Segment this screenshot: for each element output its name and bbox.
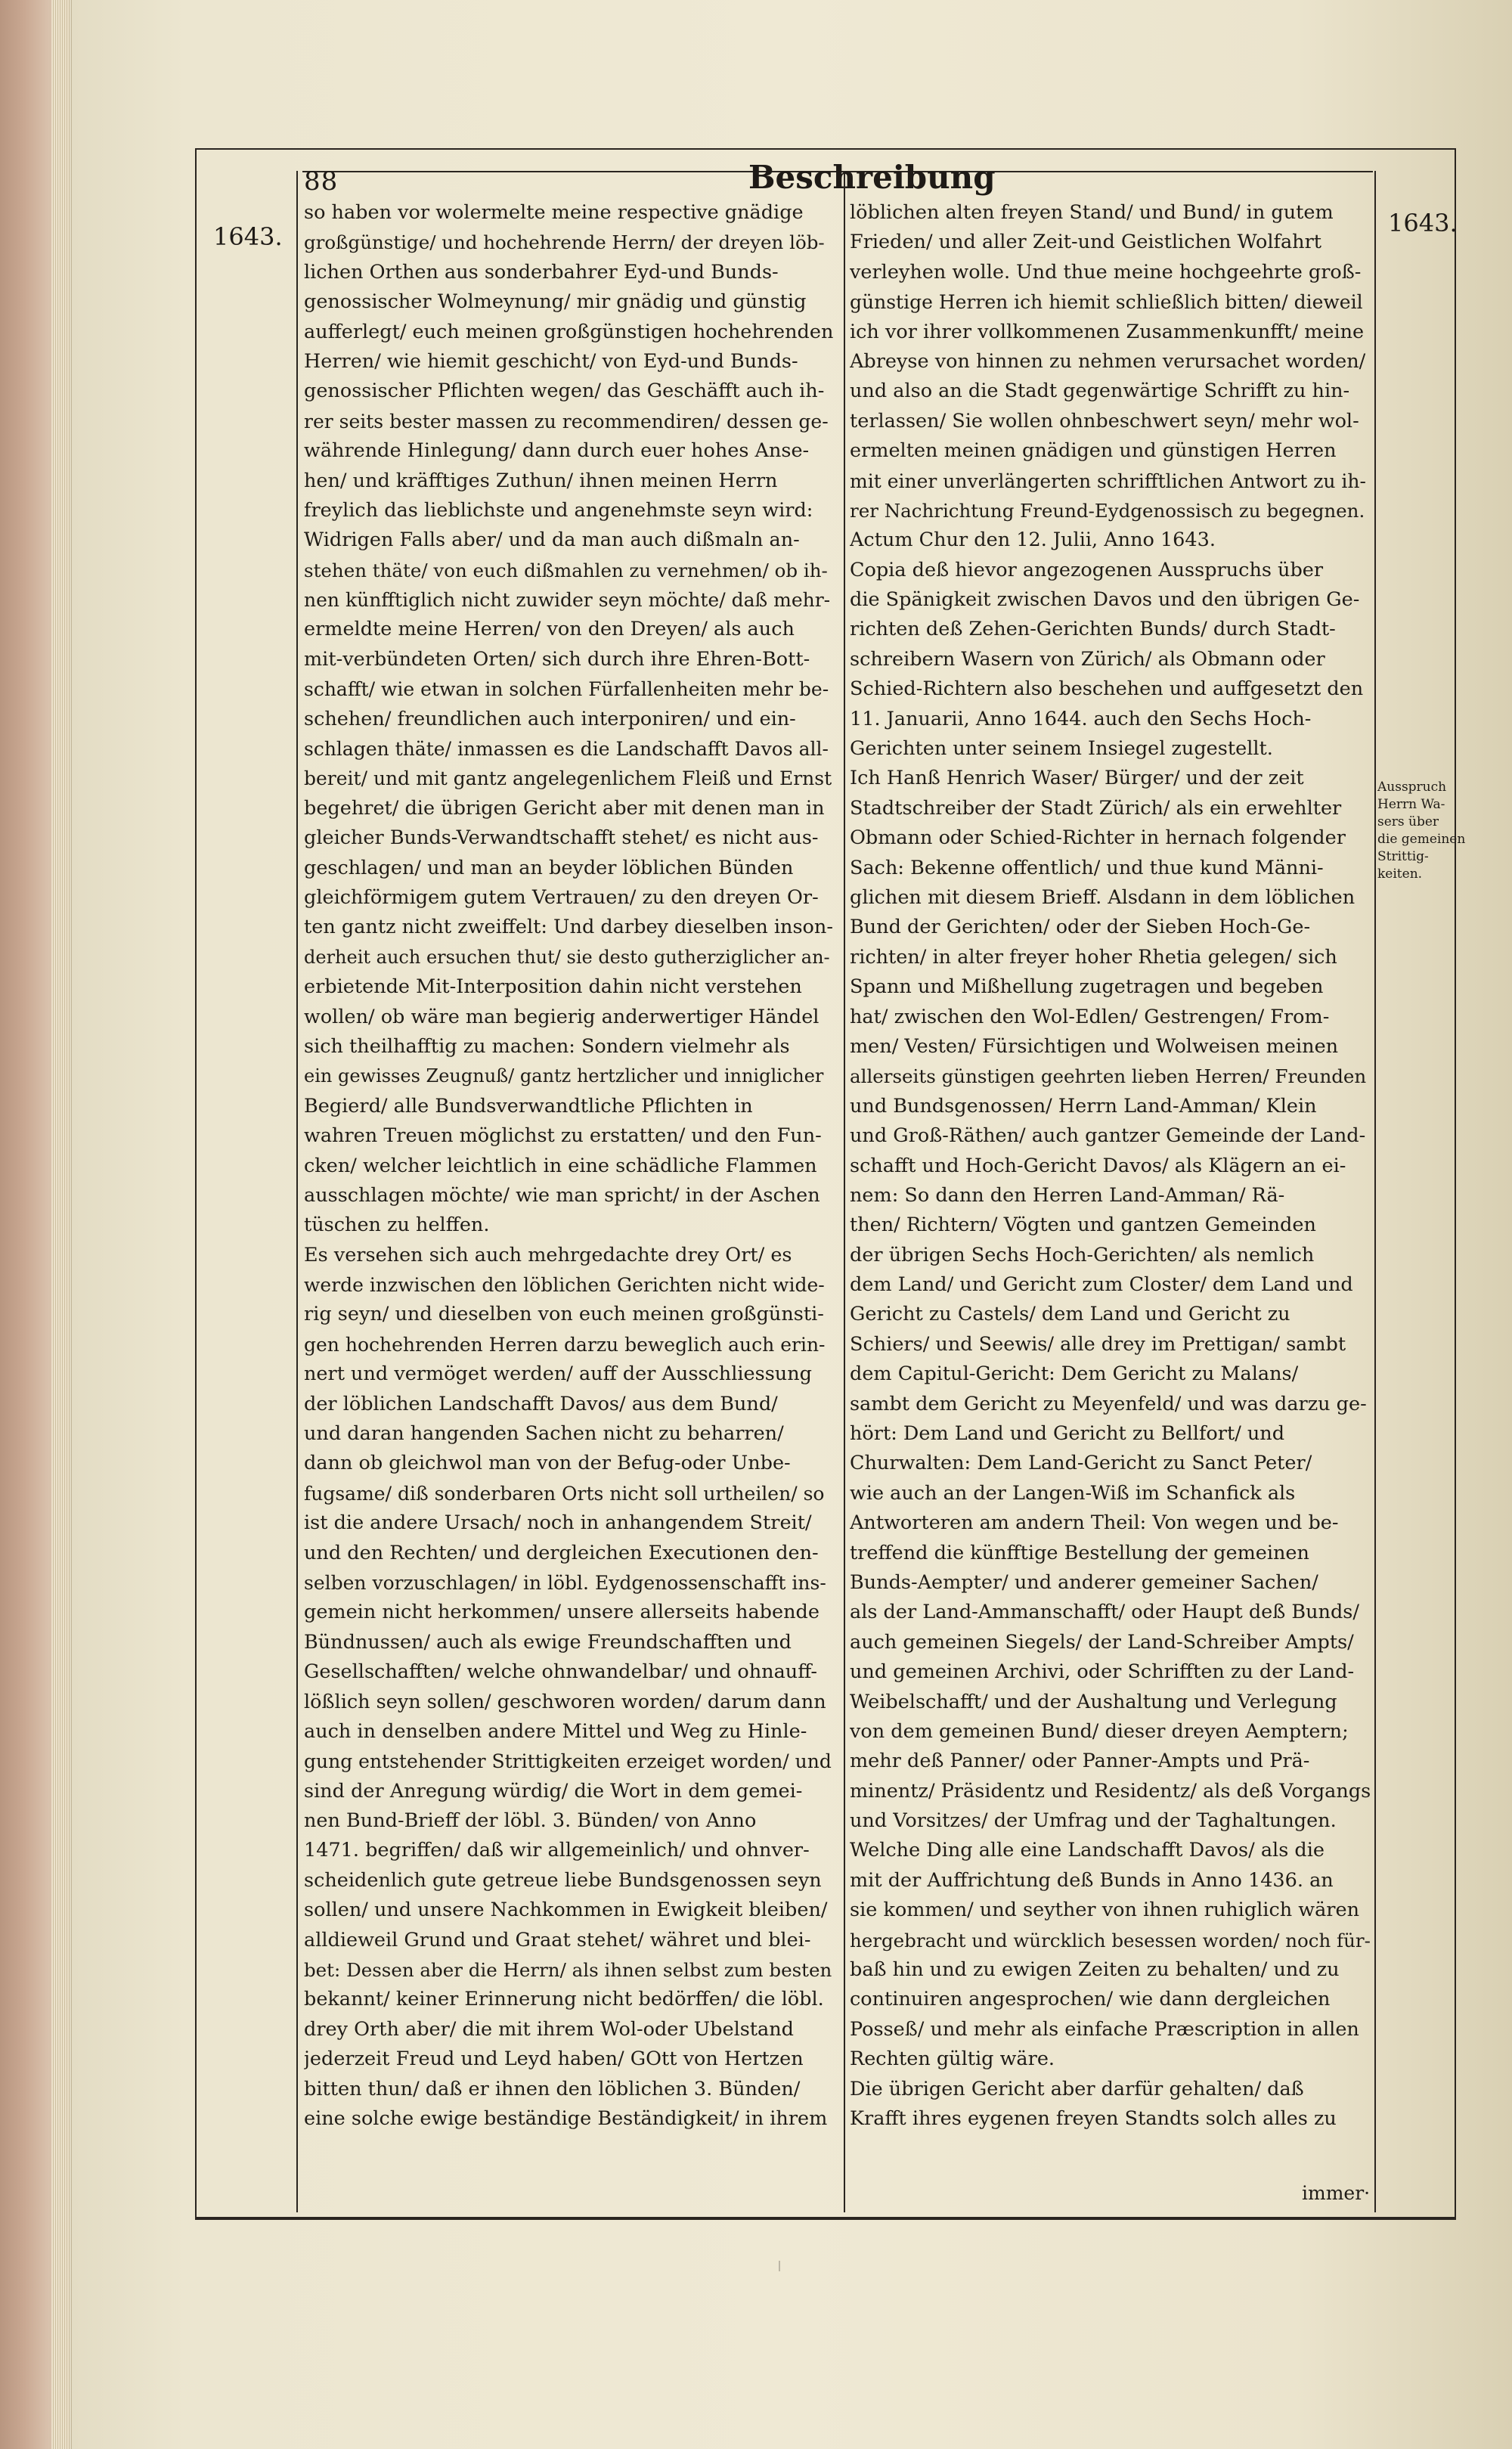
left-column-rule — [296, 171, 298, 2212]
middle-column-rule — [844, 171, 845, 2212]
text-line: Sach: Bekenne offentlich/ und thue kund Männi- — [850, 856, 1324, 879]
text-line: eine solche ewige beständige Beständigkeit/ in ihrem — [304, 2107, 828, 2130]
text-line: Bündnussen/ auch als ewige Freundschafften und — [304, 1630, 792, 1654]
text-line: verleyhen wolle. Und thue meine hochgeehrte groß- — [850, 260, 1362, 284]
margin-note-line: die gemeinen — [1377, 832, 1466, 847]
text-line: gleichförmigem gutem Vertrauen/ zu den dreyen Or- — [304, 885, 819, 909]
text-line: gleicher Bunds-Verwandtschafft stehet/ es nicht aus- — [304, 826, 819, 850]
text-line: men/ Vesten/ Fürsichtigen und Wolweisen meinen — [850, 1034, 1339, 1058]
text-line: von dem gemeinen Bund/ dieser dreyen Aemptern; — [850, 1719, 1349, 1743]
text-line: und Vorsitzes/ der Umfrag und der Taghaltungen. — [850, 1809, 1337, 1833]
text-line: sollen/ und unsere Nachkommen in Ewigkeit bleiben/ — [304, 1899, 828, 1922]
text-line: genossischer Pflichten wegen/ das Geschäfft auch ih- — [304, 380, 825, 403]
text-line: schehen/ freundlichen auch interponiren/ und ein- — [304, 707, 796, 730]
text-line: auch gemeinen Siegels/ der Land-Schreiber Ampts/ — [850, 1630, 1354, 1654]
text-line: alldieweil Grund und Graat stehet/ währet und blei- — [304, 1928, 811, 1951]
text-line: schafft und Hoch-Gericht Davos/ als Klägern an ei- — [850, 1154, 1346, 1177]
text-line: Gesellschafften/ welche ohnwandelbar/ und ohnauff- — [304, 1660, 818, 1684]
text-line: drey Orth aber/ die mit ihrem Wol-oder Ubelstand — [304, 2017, 795, 2041]
text-line: und daran hangenden Sachen nicht zu beharren/ — [304, 1422, 784, 1446]
text-line: minentz/ Präsidentz und Residentz/ als deß Vorgangs — [850, 1779, 1371, 1803]
text-line: Gericht zu Castels/ dem Land und Gericht zu — [850, 1303, 1290, 1326]
text-line: wahren Treuen möglichst zu erstatten/ und den Fun- — [304, 1124, 822, 1148]
text-line: begehret/ die übrigen Gericht aber mit denen man in — [304, 796, 825, 820]
page-number: 88 — [304, 166, 339, 197]
text-line: dem Land/ und Gericht zum Closter/ dem Land und — [850, 1273, 1353, 1297]
text-line: mehr deß Panner/ oder Panner-Ampts und Prä- — [850, 1750, 1310, 1773]
text-line: then/ Richtern/ Vögten und gantzen Gemeinden — [850, 1214, 1316, 1237]
text-line: Antworteren am andern Theil: Von wegen und be- — [850, 1511, 1339, 1535]
text-line: Krafft ihres eygenen freyen Standts solch alles zu — [850, 2107, 1337, 2130]
left-text-column — [304, 198, 833, 2134]
text-line: nen künfftiglich nicht zuwider seyn möchte/ daß mehr- — [304, 589, 831, 612]
margin-year-right: 1643. — [1388, 209, 1458, 237]
margin-note-line: keiten. — [1377, 866, 1423, 882]
text-line: und gemeinen Archivi, oder Schrifften zu der Land- — [850, 1660, 1355, 1684]
text-line: nem: So dann den Herren Land-Amman/ Rä- — [850, 1183, 1285, 1207]
margin-note-line: Ausspruch — [1377, 780, 1447, 795]
text-line: mit-verbündeten Orten/ sich durch ihre Ehren-Bott- — [304, 647, 810, 671]
text-line: Abreyse von hinnen zu nehmen verursachet worden/ — [850, 349, 1366, 373]
text-line: jederzeit Freud und Leyd haben/ GOtt von Hertzen — [304, 2048, 804, 2071]
text-line: 1471. begriffen/ daß wir allgemeinlich/ und ohnver- — [304, 1839, 810, 1862]
text-line: stehen thäte/ von euch dißmahlen zu vernehmen/ ob ih- — [304, 559, 828, 581]
text-line: löblichen alten freyen Stand/ und Bund/ in gutem — [850, 201, 1334, 224]
text-line: freylich das lieblichste und angenehmste seyn wird: — [304, 498, 813, 522]
text-line: dem Capitul-Gericht: Dem Gericht zu Malans/ — [850, 1362, 1299, 1386]
text-line: ermeldte meine Herren/ von den Dreyen/ als auch — [304, 618, 795, 641]
text-line: sie kommen/ und seyther von ihnen ruhiglich wären — [850, 1899, 1360, 1922]
text-line: mit der Auffrichtung deß Bunds in Anno 1436. an — [850, 1868, 1334, 1892]
text-line: baß hin und zu ewigen Zeiten zu behalten/ und zu — [850, 1958, 1340, 1982]
text-line: rer seits bester massen zu recommendiren/ dessen ge- — [304, 410, 829, 432]
text-line: glichen mit diesem Brieff. Alsdann in dem löblichen — [850, 885, 1356, 909]
text-line: allerseits günstigen geehrten lieben Herren/ Freunden — [850, 1065, 1367, 1088]
text-line: Begierd/ alle Bundsverwandtliche Pflichten in — [304, 1094, 753, 1118]
text-line: hat/ zwischen den Wol-Edlen/ Gestrengen/ From- — [850, 1005, 1330, 1028]
text-line: werde inzwischen den löblichen Gerichten nicht wide- — [304, 1274, 825, 1297]
text-line: richten/ in alter freyer hoher Rhetia gelegen/ sich — [850, 945, 1337, 969]
text-line: gung entstehender Strittigkeiten erzeiget worden/ und — [304, 1750, 832, 1773]
text-line: und also an die Stadt gegenwärtige Schrifft zu hin- — [850, 380, 1350, 403]
text-line: richten deß Zehen-Gerichten Bunds/ durch Stadt- — [850, 618, 1336, 641]
text-line: cken/ welcher leichtlich in eine schädliche Flammen — [304, 1154, 817, 1177]
text-line: auch in denselben andere Mittel und Weg zu Hinle- — [304, 1719, 807, 1743]
text-line: geschlagen/ und man an beyder löblichen Bünden — [304, 856, 794, 879]
text-line: hört: Dem Land und Gericht zu Bellfort/ und — [850, 1422, 1285, 1446]
text-line: continuiren angesprochen/ wie dann dergleichen — [850, 1988, 1331, 2011]
text-line: scheidenlich gute getreue liebe Bundsgenossen seyn — [304, 1868, 822, 1892]
text-line: und den Rechten/ und dergleichen Executionen den- — [304, 1541, 819, 1564]
text-line: ich vor ihrer vollkommenen Zusammenkunfft/ meine — [850, 320, 1365, 343]
margin-note-line: Strittig- — [1377, 849, 1429, 864]
text-line: ten gantz nicht zweiffelt: Und darbey dieselben inson- — [304, 916, 833, 939]
catchword: immer· — [1302, 2182, 1371, 2204]
text-line: dann ob gleichwol man von der Befug-oder Unbe- — [304, 1452, 791, 1475]
text-line: sich theilhafftig zu machen: Sondern vielmehr als — [304, 1034, 790, 1058]
text-line: Ich Hanß Henrich Waser/ Bürger/ und der zeit — [850, 767, 1304, 790]
margin-note-line: Herrn Wa- — [1377, 797, 1445, 812]
text-line: Actum Chur den 12. Julii, Anno 1643. — [850, 529, 1216, 552]
text-line: genossischer Wolmeynung/ mir gnädig und günstig — [304, 290, 807, 314]
text-line: bereit/ und mit gantz angelegenlichem Fleiß und Ernst — [304, 767, 832, 790]
text-line: gen hochehrenden Herren darzu beweglich auch erin- — [304, 1333, 826, 1356]
text-line: und Bundsgenossen/ Herrn Land-Amman/ Klein — [850, 1094, 1317, 1118]
text-line: erbietende Mit-Interposition dahin nicht verstehen — [304, 975, 802, 999]
text-line: ein gewisses Zeugnuß/ gantz hertzlicher und inniglicher — [304, 1065, 824, 1087]
text-line: bitten thun/ daß er ihnen den löblichen 3. Bünden/ — [304, 2077, 801, 2100]
text-line: Stadtschreiber der Stadt Zürich/ als ein erwehlter — [850, 796, 1342, 820]
text-line: Bund der Gerichten/ oder der Sieben Hoch-Ge- — [850, 916, 1311, 939]
text-line: großgünstige/ und hochehrende Herrn/ der dreyen löb- — [304, 231, 825, 254]
text-line: und Groß-Räthen/ auch gantzer Gemeinde der Land- — [850, 1124, 1366, 1148]
text-line: hen/ und kräfftiges Zuthun/ ihnen meinen Herrn — [304, 469, 778, 492]
text-line: derheit auch ersuchen thut/ sie desto gutherziglicher an- — [304, 946, 830, 968]
text-line: Rechten gültig wäre. — [850, 2048, 1055, 2071]
text-line: 11. Januarii, Anno 1644. auch den Sechs Hoch- — [850, 707, 1312, 730]
text-line: selben vorzuschlagen/ in löbl. Eydgenossenschafft ins- — [304, 1571, 826, 1594]
text-line: schlagen thäte/ inmassen es die Landschafft Davos all- — [304, 738, 829, 761]
text-line: Spann und Mißhellung zugetragen und begeben — [850, 975, 1324, 999]
text-line: schreibern Wasern von Zürich/ als Obmann oder — [850, 647, 1325, 671]
text-line: aufferlegt/ euch meinen großgünstigen hochehrenden — [304, 320, 833, 343]
text-line: tüschen zu helffen. — [304, 1214, 490, 1237]
text-line: Copia deß hievor angezogenen Ausspruchs über — [850, 558, 1324, 581]
text-line: der löblichen Landschafft Davos/ aus dem Bund/ — [304, 1392, 778, 1415]
text-line: Schied-Richtern also beschehen und auffgesetzt den — [850, 677, 1364, 701]
pencil-mark — [779, 2261, 780, 2271]
text-line: günstige Herren ich hiemit schließlich bitten/ dieweil — [850, 291, 1363, 314]
text-line: fugsame/ diß sonderbaren Orts nicht soll urtheilen/ so — [304, 1482, 825, 1505]
text-line: Churwalten: Dem Land-Gericht zu Sanct Peter/ — [850, 1452, 1312, 1475]
text-line: ermelten meinen gnädigen und günstigen Herren — [850, 439, 1337, 463]
text-line: nen Bund-Brieff der löbl. 3. Bünden/ von Anno — [304, 1809, 757, 1833]
text-line: Obmann oder Schied-Richter in hernach folgender — [850, 826, 1346, 850]
text-line: Posseß/ und mehr als einfache Præscription in allen — [850, 2017, 1359, 2041]
text-line: so haben vor wolermelte meine respective gnädige — [304, 201, 804, 224]
text-line: schafft/ wie etwan in solchen Fürfallenheiten mehr be- — [304, 678, 829, 701]
text-line: Welche Ding alle eine Landschafft Davos/ als die — [850, 1839, 1325, 1862]
text-line: wie auch an der Langen-Wiß im Schanfick als — [850, 1481, 1296, 1505]
text-line: Bunds-Aempter/ und anderer gemeiner Sachen/ — [850, 1570, 1318, 1594]
text-line: bekannt/ keiner Erinnerung nicht bedörffen/ die löbl. — [304, 1988, 824, 2011]
text-line: terlassen/ Sie wollen ohnbeschwert seyn/ mehr wol- — [850, 409, 1359, 432]
text-line: Die übrigen Gericht aber darfür gehalten/ daß — [850, 2077, 1304, 2100]
margin-note-line: sers über — [1377, 814, 1439, 829]
text-line: der übrigen Sechs Hoch-Gerichten/ als nemlich — [850, 1243, 1315, 1266]
text-line: sind der Anregung würdig/ die Wort in dem gemei- — [304, 1779, 803, 1803]
text-line: wollen/ ob wäre man begierig anderwertiger Händel — [304, 1005, 820, 1028]
text-line: ist die andere Ursach/ noch in anhangendem Streit/ — [304, 1511, 812, 1535]
margin-year-left: 1643. — [213, 222, 283, 251]
text-line: Gerichten unter seinem Insiegel zugestellt. — [850, 737, 1273, 761]
text-line: ausschlagen möchte/ wie man spricht/ in der Aschen — [304, 1183, 820, 1207]
text-line: rer Nachrichtung Freund-Eydgenossisch zu begegnen. — [850, 499, 1365, 522]
text-line: rig seyn/ und dieselben von euch meinen großgünsti- — [304, 1303, 824, 1326]
text-line: lichen Orthen aus sonderbahrer Eyd-und Bunds- — [304, 260, 779, 284]
running-head: Beschreibung — [748, 159, 996, 196]
text-line: währende Hinlegung/ dann durch euer hohes Anse- — [304, 439, 810, 463]
right-column-rule — [1374, 171, 1376, 2212]
text-line: Es versehen sich auch mehrgedachte drey Ort/ es — [304, 1243, 792, 1266]
text-line: mit einer unverlängerten schrifftlichen Antwort zu ih- — [850, 470, 1366, 492]
text-line: Weibelschafft/ und der Aushaltung und Verlegung — [850, 1690, 1337, 1713]
text-line: Herren/ wie hiemit geschicht/ von Eyd-und Bunds- — [304, 349, 798, 373]
margin-note — [1377, 779, 1466, 883]
text-line: sambt dem Gericht zu Meyenfeld/ und was darzu ge- — [850, 1392, 1367, 1415]
text-line: gemein nicht herkommen/ unsere allerseits habende — [304, 1601, 820, 1624]
text-line: nert und vermöget werden/ auff der Ausschliessung — [304, 1362, 812, 1386]
text-line: als der Land-Ammanschafft/ oder Haupt deß Bunds/ — [850, 1601, 1359, 1624]
text-line: Frieden/ und aller Zeit-und Geistlichen Wolfahrt — [850, 231, 1322, 254]
text-line: die Spänigkeit zwischen Davos und den übrigen Ge- — [850, 588, 1360, 612]
text-line: treffend die künfftige Bestellung der gemeinen — [850, 1541, 1309, 1564]
text-line: bet: Dessen aber die Herrn/ als ihnen selbst zum besten — [304, 1959, 832, 1982]
text-line: hergebracht und würcklich besessen worden/ noch für- — [850, 1929, 1371, 1951]
text-line: lößlich seyn sollen/ geschworen worden/ darum dann — [304, 1690, 826, 1713]
text-line: Widrigen Falls aber/ und da man auch dißmaln an- — [304, 529, 800, 552]
right-text-column — [850, 198, 1371, 2134]
text-line: Schiers/ und Seewis/ alle drey im Prettigan/ sambt — [850, 1332, 1346, 1356]
